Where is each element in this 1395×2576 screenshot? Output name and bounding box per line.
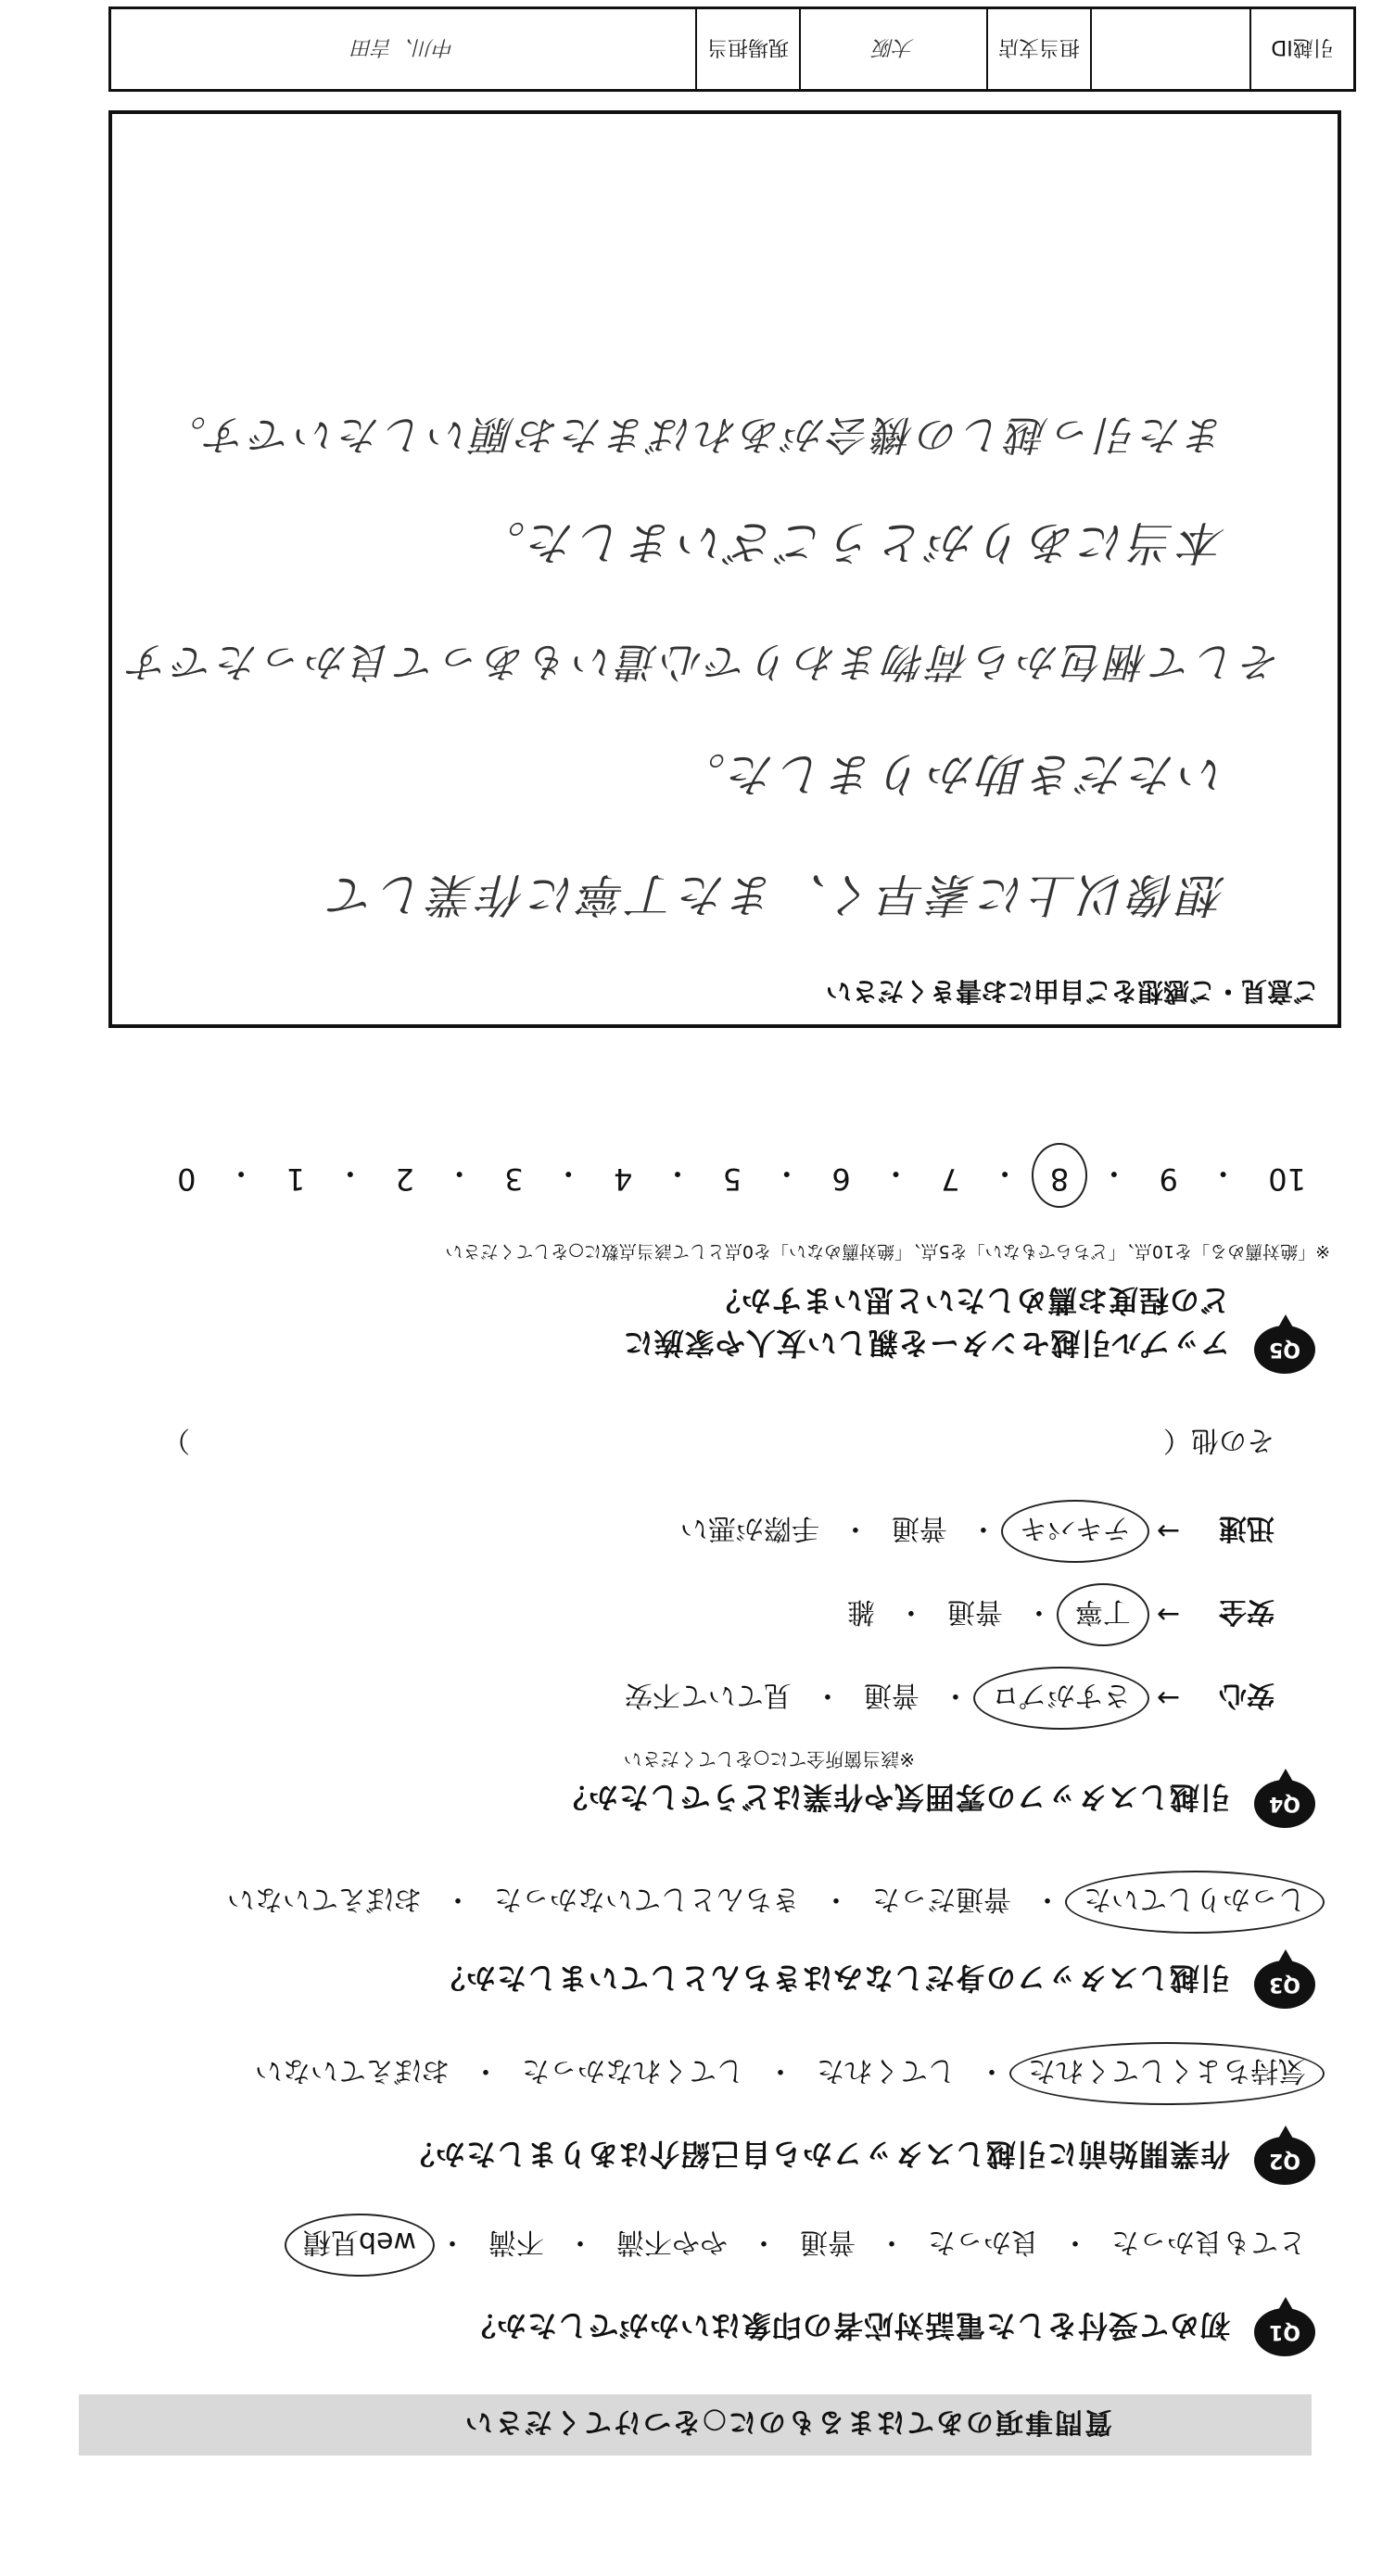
staff-label: 現場担当	[695, 9, 799, 89]
q4-anshin-option-2[interactable]: 普通	[863, 1679, 919, 1711]
score-2[interactable]: 2	[395, 1161, 414, 1197]
q3-badge: Q3	[1254, 1961, 1315, 2009]
comment-line-5: また引っ越しの機会があればまたお願いしたいです。	[161, 411, 1226, 458]
q4-note: ※該当箇所全てに○をしてください	[623, 1748, 915, 1770]
q4-anzen-option-3[interactable]: 雑	[846, 1595, 875, 1628]
comment-line-1: 想像以上に素早く、また丁寧に作業して	[326, 868, 1226, 921]
q4-anzen-option-2[interactable]: 普通	[946, 1595, 1003, 1628]
comment-line-2: いただき助かりました。	[676, 747, 1226, 801]
q1-option-1[interactable]: とても良かった	[1111, 2226, 1306, 2258]
q2-option-1-selected[interactable]: 気持ちよくしてくれた	[1022, 2053, 1312, 2094]
q3-option-1-selected[interactable]: しっかりしていた	[1078, 1882, 1312, 1922]
q5-note: ※「絶対薦める」を10点、「どちらでもない」を5点、「絶対薦めない」を0点として該当点数に○をしてください	[445, 1241, 1330, 1262]
q1-option-4[interactable]: やや不満	[616, 2226, 728, 2258]
score-5[interactable]: 5	[722, 1161, 742, 1197]
arrow-icon: →	[1156, 1681, 1180, 1715]
q1-options: とても良かった ・ 良かった ・ 普通 ・ やや不満 ・ 不満 ・ web見積	[298, 2225, 1312, 2265]
id-label: 引越ID	[1249, 9, 1353, 89]
q4-category-anshin: 安心	[1219, 1679, 1275, 1711]
question-2	[0, 2135, 1301, 2177]
q3-options: しっかりしていた ・ 普通だった ・ きちんとしていなかった ・ おぼえていない	[222, 1882, 1312, 1922]
q2-option-4[interactable]: おぼえていない	[255, 2054, 450, 2087]
question-1	[0, 2306, 1301, 2349]
q2-option-2[interactable]: してくれた	[817, 2054, 956, 2087]
q4-anzen-option-1-selected[interactable]: 丁寧	[1070, 1594, 1136, 1635]
q4-other-row	[162, 1423, 1275, 1464]
q5-scale: 10 ・ 9 ・ 8 ・ 7 ・ 6 ・ 5 ・ 4 ・ 3 ・ 2 ・ 1 ・ 0	[171, 1154, 1312, 1197]
q1-option-2[interactable]: 良かった	[928, 2226, 1039, 2258]
score-8-selected[interactable]: 8	[1045, 1154, 1074, 1197]
q1-option-6-selected[interactable]: web見積	[298, 2225, 422, 2265]
question-4	[0, 1747, 1301, 1821]
q4-row-jinsoku: 迅速 → テキパキ ・ 普通 ・ 手際が悪い	[675, 1511, 1275, 1552]
q5-badge: Q5	[1254, 1326, 1315, 1374]
q4-anshin-option-3[interactable]: 見ていて不安	[624, 1679, 792, 1711]
score-0[interactable]: 0	[177, 1161, 197, 1197]
score-3[interactable]: 3	[504, 1161, 524, 1197]
branch-value[interactable]: 大阪	[799, 9, 986, 89]
q4-anshin-option-1-selected[interactable]: さすがプロ	[986, 1678, 1136, 1719]
q2-title: 作業開始前に引越しスタッフから自己紹介はありましたか？	[403, 2137, 1230, 2172]
q1-title: 初めて受付をした電話対応者の印象はいかがでしたか？	[464, 2308, 1230, 2343]
q3-option-3[interactable]: きちんとしていなかった	[494, 1883, 800, 1915]
q4-other-close: ）	[162, 1424, 190, 1456]
q5-title-line2: どの程度お薦めしたいと思いますか？	[709, 1283, 1230, 1318]
score-10[interactable]: 10	[1268, 1161, 1306, 1197]
comment-box[interactable]	[108, 110, 1341, 1028]
score-1[interactable]: 1	[285, 1161, 306, 1197]
q2-badge: Q2	[1254, 2137, 1315, 2185]
comment-line-3: そして梱包から荷物まわりで心遣いもあって良かったです	[125, 638, 1282, 685]
q4-row-anzen: 安全 → 丁寧 ・ 普通 ・ 雑	[842, 1594, 1275, 1635]
q4-jinsoku-option-3[interactable]: 手際が悪い	[679, 1512, 819, 1544]
q4-category-anzen: 安全	[1219, 1595, 1275, 1628]
comment-label: ご意見・ご感想をご自由にお書きください	[825, 976, 1319, 1007]
comment-line-4: 本当にありがとうございました。	[476, 515, 1226, 569]
q5-title-line1: アップル引越センターを親しい友人や家族に	[622, 1326, 1230, 1361]
branch-label: 担当支店	[986, 9, 1090, 89]
instructions-text: 質問事項のあてはまるものに○をつけてください	[463, 2405, 1112, 2438]
q3-option-4[interactable]: おぼえていない	[227, 1883, 422, 1915]
score-6[interactable]: 6	[831, 1161, 851, 1197]
score-4[interactable]: 4	[613, 1161, 633, 1197]
q4-jinsoku-option-2[interactable]: 普通	[891, 1512, 947, 1544]
q3-option-2[interactable]: 普通だった	[872, 1883, 1011, 1915]
q1-badge: Q1	[1254, 2308, 1315, 2356]
question-5	[0, 1281, 1301, 1366]
q4-badge: Q4	[1254, 1780, 1315, 1828]
q4-category-jinsoku: 迅速	[1219, 1512, 1275, 1544]
q4-title: 引越しスタッフの雰囲気や作業はどうでしたか？	[556, 1780, 1230, 1815]
q1-option-3[interactable]: 普通	[800, 2226, 856, 2258]
q2-options: 気持ちよくしてくれた ・ してくれた ・ してくれなかった ・ おぼえていない	[249, 2053, 1312, 2094]
q4-row-anshin: 安心 → さすがプロ ・ 普通 ・ 見ていて不安	[619, 1678, 1275, 1719]
q3-title: 引越しスタッフの身だしなみはきちんとしていましたか？	[434, 1961, 1230, 1996]
staff-value[interactable]: 中川、吉田	[352, 35, 455, 59]
score-7[interactable]: 7	[941, 1161, 960, 1197]
q2-option-3[interactable]: してくれなかった	[522, 2054, 744, 2087]
question-3	[0, 1959, 1301, 2001]
id-value[interactable]	[1090, 9, 1249, 89]
id-row	[108, 6, 1356, 92]
instructions-band	[79, 2394, 1312, 2455]
arrow-icon: →	[1156, 1598, 1180, 1631]
arrow-icon: →	[1156, 1515, 1180, 1548]
q1-option-5[interactable]: 不満	[488, 2226, 544, 2258]
q4-other-label: その他（	[1163, 1424, 1275, 1456]
score-9[interactable]: 9	[1159, 1161, 1178, 1197]
q4-jinsoku-option-1-selected[interactable]: テキパキ	[1014, 1511, 1136, 1552]
